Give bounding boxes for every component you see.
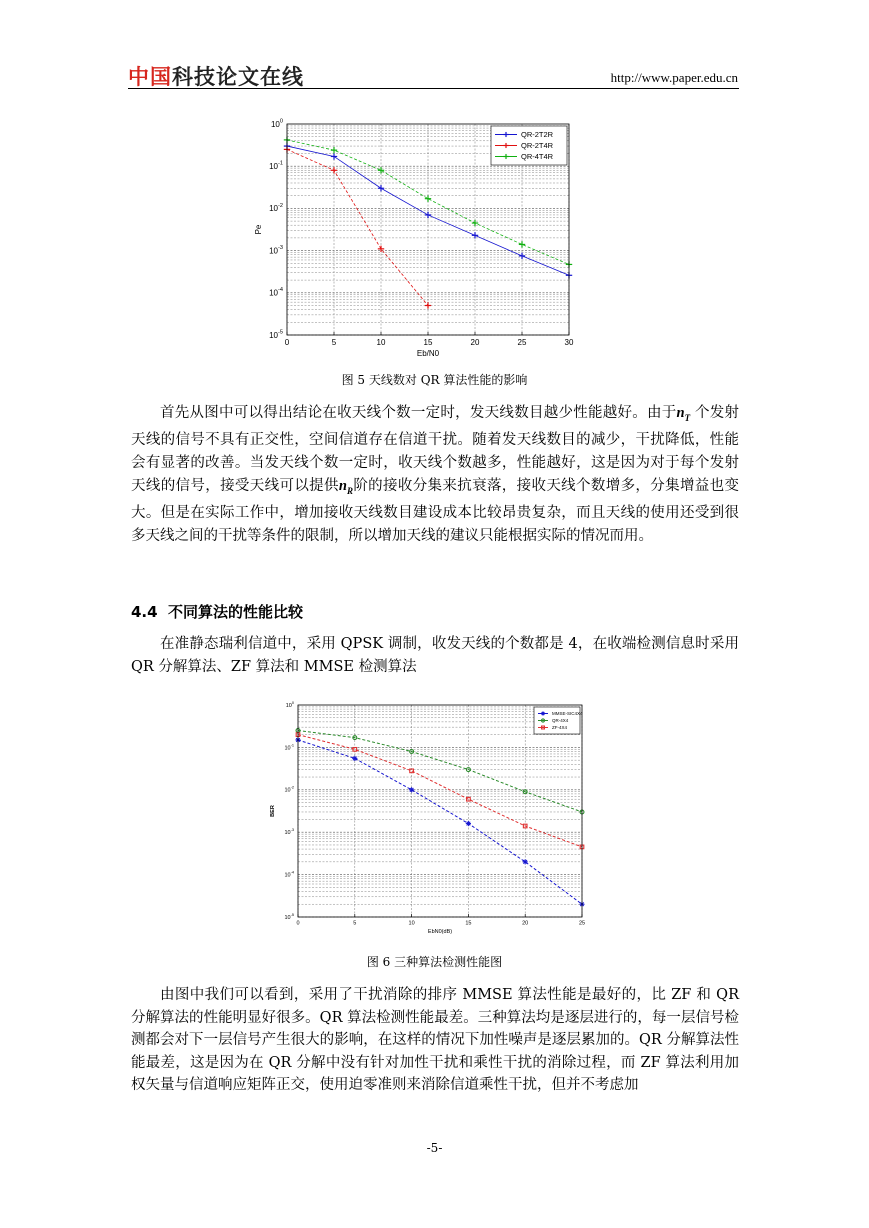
- chart-1-xlabel: EbN0(dB): [427, 929, 453, 935]
- chart-0-xtick-label: 30: [564, 338, 574, 347]
- chart-0-ytick-label-base: 10: [269, 162, 279, 171]
- var-n-t-sub: T: [684, 412, 691, 423]
- logo-part-dark: 科技论文在线: [172, 65, 304, 89]
- chart-0-xtick-label: 5: [331, 338, 337, 347]
- chart-1-ytick-label-exp: -3: [290, 828, 294, 833]
- chart-0-xlabel: Eb/N0: [416, 349, 440, 358]
- chart-0-ytick-label-base: 10: [269, 246, 279, 256]
- chart-1-ytick-label-exp: -4: [290, 870, 294, 875]
- chart-0-ytick-label-base: 10: [269, 204, 279, 214]
- chart-0-ytick-label-exp: -1: [278, 160, 283, 167]
- chart-1-ytick-label-exp: -5: [290, 912, 294, 917]
- chart-1-ytick-label: [284, 743, 294, 751]
- chart-0-ytick-label: [269, 329, 283, 339]
- var-n-t-base: n: [676, 405, 685, 421]
- chart-1-ytick-label-base: 10: [284, 914, 291, 921]
- chart-1-ytick-label: [284, 786, 294, 794]
- figure-5-caption: 图 5 天线数对 QR 算法性能的影响: [341, 373, 528, 387]
- chart-1-legend-label: QR-4X4: [552, 718, 569, 724]
- chart-1-ytick-label-exp: -1: [290, 743, 294, 748]
- site-logo: [128, 61, 304, 91]
- section-number: 4.4: [131, 603, 158, 621]
- chart-0-ytick-label: [269, 203, 283, 213]
- chart-1-xtick-label: 10: [408, 920, 415, 927]
- chart-1-ytick-label-base: 10: [284, 872, 291, 879]
- figure-6-chart: [255, 694, 605, 944]
- chart-1-ytick-label: [284, 828, 294, 836]
- chart-0-xtick-label: 15: [423, 338, 433, 347]
- section-title: 不同算法的性能比较: [168, 603, 304, 621]
- chart-1-xtick-label: 25: [578, 920, 586, 927]
- chart-0-ytick-label-exp: -2: [278, 202, 283, 209]
- header-divider: [128, 88, 739, 89]
- chart-1-ylabel: BER: [270, 805, 276, 817]
- chart-1-xtick-label: 20: [522, 920, 529, 927]
- paragraph-2: 在准静态瑞利信道中，采用 QPSK 调制，收发天线的个数都是 4，在收端检测信息时采用 QR 分解算法、ZF 算法和 MMSE 检测算法: [131, 636, 739, 675]
- chart-0-ytick-label-exp: 0: [279, 118, 283, 125]
- chart-1-legend-label: MMSE-SIC4X4: [552, 711, 583, 717]
- chart-1-xtick-label: 5: [353, 920, 357, 927]
- figure-5-chart: [248, 112, 588, 362]
- paragraph-1-text-c: 阶的接收分集来抗衰落，接收天线个数增多，分集增益也变大。但是在实际工作中，增加接收天线数目建设成本比较昂贵复杂，而且天线的使用还受到很多天线之间的干扰等条件的限制，所以增加天线的建议只能根据实际的情况而用。: [131, 477, 740, 544]
- chart-0-ytick-label-base: 10: [269, 288, 279, 298]
- chart-0-ytick-label: [269, 245, 283, 255]
- chart-0-legend-label: QR-4T4R: [521, 152, 554, 162]
- chart-1-ytick-label-exp: 0: [291, 700, 294, 705]
- chart-0-ytick-label-base: 10: [270, 119, 280, 129]
- chart-0-ytick-label-exp: -3: [278, 245, 283, 251]
- chart-0-ytick-label-base: 10: [269, 330, 279, 340]
- chart-1-ytick-label-base: 10: [285, 702, 292, 709]
- chart-1-ytick-label: [284, 871, 294, 879]
- chart-1-ytick-label-base: 10: [284, 830, 291, 837]
- chart-0-ytick-label: [269, 161, 283, 171]
- section-heading: [131, 601, 303, 622]
- chart-1-ytick-label: [284, 913, 294, 921]
- chart-1-ytick-label-base: 10: [284, 787, 291, 794]
- paragraph-1-text-b: 个发射天线的信号不具有正交性，空间信道存在信道干扰。随着发天线数目的减少，干扰降低，性能会有显著的改善。当发天线个数一定时，收天线个数越多，性能越好，这是因为对于每个发射天线的信号，接受天线可以提供: [131, 405, 740, 494]
- chart-0-ytick-label: [269, 287, 283, 297]
- var-n-t: [677, 405, 691, 421]
- paragraph-1: [131, 402, 739, 547]
- paragraph-3: 由图中我们可以看到，采用了干扰消除的排序 MMSE 算法性能是最好的，比 ZF 和 QR 分解算法的性能明显好很多。QR 算法检测性能最差。三种算法均是逐层进行的，每一层信号检测都会对下一层信号产生很大的影响，在这样的情况下加性噪声是逐层累加的。QR 分解算法性能最差，这是因为在 QR 分解中没有针对加性干扰和乘性干扰的消除过程，而 ZF 算法利用加权矢量与信道响应矩阵正交，使用迫零准则来消除信道乘性干扰，但并不考虑加: [131, 987, 739, 1094]
- figure-6-caption: 图 6 三种算法检测性能图: [366, 955, 503, 969]
- chart-1-xtick-label: 15: [465, 920, 472, 927]
- chart-1-ytick-label-exp: -2: [290, 785, 294, 790]
- paragraph-1-text-a: 首先从图中可以得出结论在收天线个数一定时，发天线数目越少性能越好。由于: [160, 405, 677, 421]
- chart-0-xtick-label: 25: [517, 338, 527, 347]
- chart-0-legend: [491, 126, 567, 165]
- var-n-r: [339, 478, 353, 494]
- chart-0-ytick-label-exp: -5: [278, 329, 283, 336]
- chart-0-xtick-label: 0: [284, 338, 290, 347]
- chart-1-ytick-label-base: 10: [284, 745, 291, 752]
- chart-1-xtick-label: 0: [296, 920, 300, 927]
- chart-1-legend: [534, 707, 583, 734]
- chart-0-legend-label: QR-2T2R: [521, 130, 554, 140]
- var-n-r-base: n: [338, 477, 347, 494]
- logo-part-red: 中国: [128, 65, 172, 89]
- var-n-r-sub: R: [346, 485, 353, 496]
- chart-0-ytick-label: [271, 118, 283, 128]
- chart-0-ytick-label-exp: -4: [278, 287, 283, 294]
- header-url: http://www.paper.edu.cn: [610, 70, 738, 85]
- chart-0-xtick-label: 20: [470, 338, 480, 347]
- page-number: -5-: [426, 1141, 443, 1155]
- chart-0-legend-label: QR-2T4R: [521, 141, 554, 151]
- chart-1-legend-label: ZF-4X4: [552, 725, 568, 731]
- chart-0-ylabel: Pe: [254, 224, 263, 235]
- chart-1-plot-area: [298, 705, 582, 917]
- chart-1-ytick-label: [286, 701, 294, 709]
- chart-0-xtick-label: 10: [376, 338, 386, 347]
